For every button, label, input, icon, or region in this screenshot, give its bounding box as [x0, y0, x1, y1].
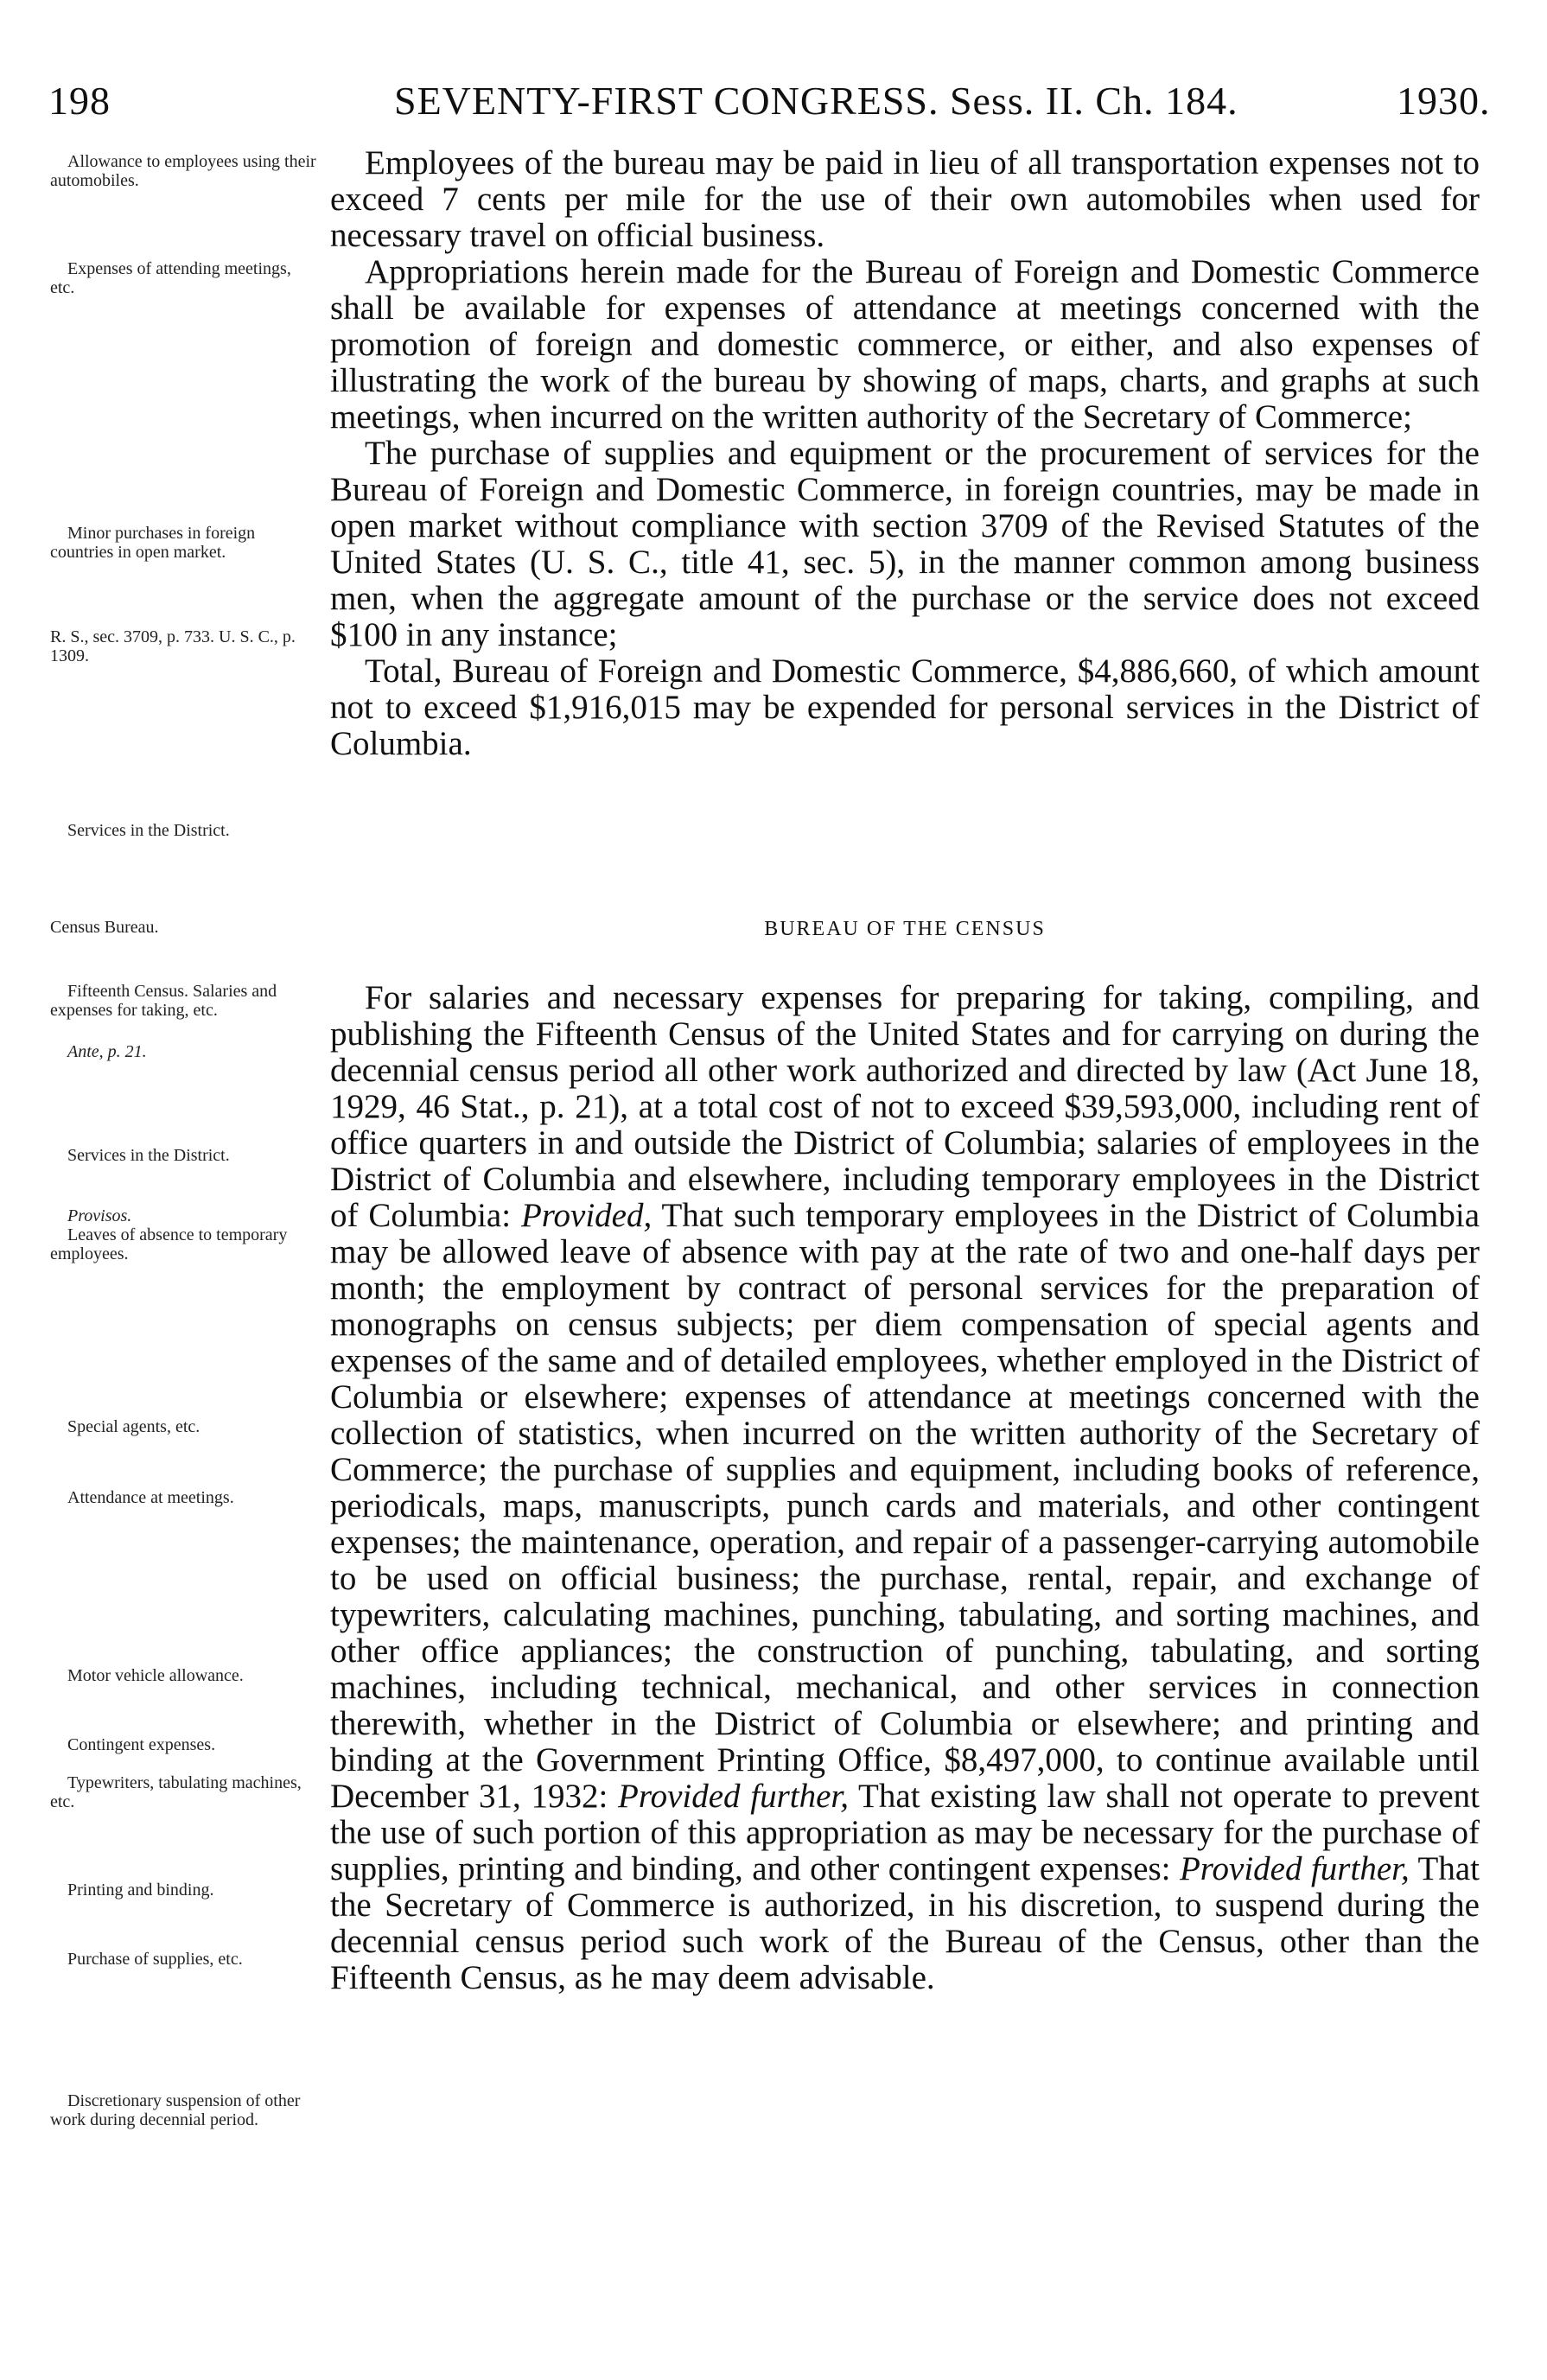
- margin-note: Census Bureau.: [50, 918, 159, 937]
- paragraph: The purchase of supplies and equipment or the procurement of services for the Bureau of Foreign and Domestic Commerce, in foreign countries, may be made in open market without compliance with section 3709 of the Revised Statutes of the United States (U. S. C., title 41, sec. 5), in the manner common among business men, when the aggregate amount of the purchase or the service does not exceed $100 in any instance;: [330, 435, 1480, 653]
- margin-note: Fifteenth Census. Salaries and expenses for taking, etc.: [50, 982, 277, 1020]
- margin-note: Typewriters, tabulating machines, etc.: [50, 1773, 302, 1811]
- margin-note: Provisos.: [67, 1206, 132, 1225]
- margin-note: Contingent expenses.: [67, 1735, 216, 1754]
- paragraph: Appropriations herein made for the Bureau of Foreign and Domestic Commerce shall be available for expenses of attendance at meetings concerned with the promotion of foreign and domestic commerce, or either, and also expenses of illustrating the work of the bureau by showing of maps, charts, and graphs at such meetings, when incurred on the written authority of the Secretary of Commerce;: [330, 253, 1480, 436]
- census-text: That the Secretary of Commerce is authorized, in his discretion, to suspend during the decennial census period such work of the Bureau of the Census, other than the Fifteenth Census, as he may deem advisable.: [330, 1850, 1480, 1996]
- section-heading: BUREAU OF THE CENSUS: [764, 918, 1046, 940]
- margin-note: Services in the District.: [67, 821, 230, 840]
- census-text: That such temporary employees in the District of Columbia may be allowed leave of absence with pay at the rate of two and one-half days per month; the employment by contract of personal services for the preparation of monographs on census subjects; per diem compensation of special agents and expenses of the same and of detailed employees, whether employed in the District of Columbia or elsewhere; expenses of attendance at meetings concerned with the collection of statistics, when incurred on the written authority of the Secretary of Commerce; the purchase of supplies and equipment, including books of reference, periodicals, maps, manuscripts, punch cards and materials, and other contingent expenses; the maintenance, operation, and repair of a passenger-carrying automobile to be used on official business; the purchase, rental, repair, and exchange of typewriters, calculating machines, punching, tabulating, and sorting machines, and other office appliances; the construction of punching, tabulating, and sorting machines, including technical, mechanical, and other services in connection therewith, whether in the District of Columbia or elsewhere; and printing and binding at the Government Printing Office, $8,497,000, to continue available until December 31, 1932:: [330, 1197, 1480, 1815]
- page-number: 198: [48, 79, 111, 123]
- header-year: 1930.: [1397, 79, 1491, 123]
- body-text-commerce: [330, 145, 1480, 762]
- margin-note: Special agents, etc.: [67, 1417, 201, 1436]
- page-header: [48, 71, 1491, 131]
- margin-note: Minor purchases in foreign countries in open market.: [50, 524, 256, 562]
- census-paragraph: [330, 980, 1480, 1996]
- proviso-label: Provided further,: [1179, 1850, 1410, 1887]
- proviso-label: Provided further,: [618, 1778, 850, 1815]
- body-text-census: [330, 980, 1480, 1996]
- running-title: SEVENTY-FIRST CONGRESS. Sess. II. Ch. 184.: [394, 79, 1238, 123]
- census-text: For salaries and necessary expenses for preparing for taking, compiling, and publishing the Fifteenth Census of the United States and for carrying on during the decennial census period all other work authorized and directed by law (Act June 18, 1929, 46 Stat., p. 21), at a total cost of not to exceed $39,593,000, including rent of office quarters in and outside the District of Columbia; salaries of employees in the District of Columbia and elsewhere, including temporary employees in the District of Columbia:: [330, 979, 1480, 1234]
- census-text: That existing law shall not operate to prevent the use of such portion of this appropriation as may be necessary for the purchase of supplies, printing and binding, and other contingent expenses:: [330, 1778, 1480, 1887]
- paragraph: Employees of the bureau may be paid in lieu of all transportation expenses not to exceed 7 cents per mile for the use of their own automobiles when used for necessary travel on official business.: [330, 144, 1480, 254]
- margin-note: Printing and binding.: [67, 1880, 214, 1900]
- margin-note: Purchase of supplies, etc.: [67, 1950, 243, 1969]
- margin-note: Services in the District.: [67, 1146, 230, 1165]
- margin-note: Ante, p. 21.: [67, 1042, 147, 1061]
- margin-note: Expenses of attending meetings, etc.: [50, 259, 291, 297]
- margin-note: Motor vehicle allowance.: [67, 1666, 244, 1685]
- margin-note: Attendance at meetings.: [67, 1488, 234, 1507]
- margin-note: Discretionary suspension of other work during decennial period.: [50, 2091, 301, 2129]
- margin-note: Leaves of absence to temporary employees.: [50, 1225, 288, 1263]
- proviso-label: Provided,: [520, 1197, 653, 1234]
- margin-note: R. S., sec. 3709, p. 733. U. S. C., p. 1309.: [50, 627, 296, 665]
- paragraph: Total, Bureau of Foreign and Domestic Commerce, $4,886,660, of which amount not to exceed $1,916,015 may be expended for personal services in the District of Columbia.: [330, 652, 1480, 762]
- margin-note: Allowance to employees using their automobiles.: [50, 152, 316, 190]
